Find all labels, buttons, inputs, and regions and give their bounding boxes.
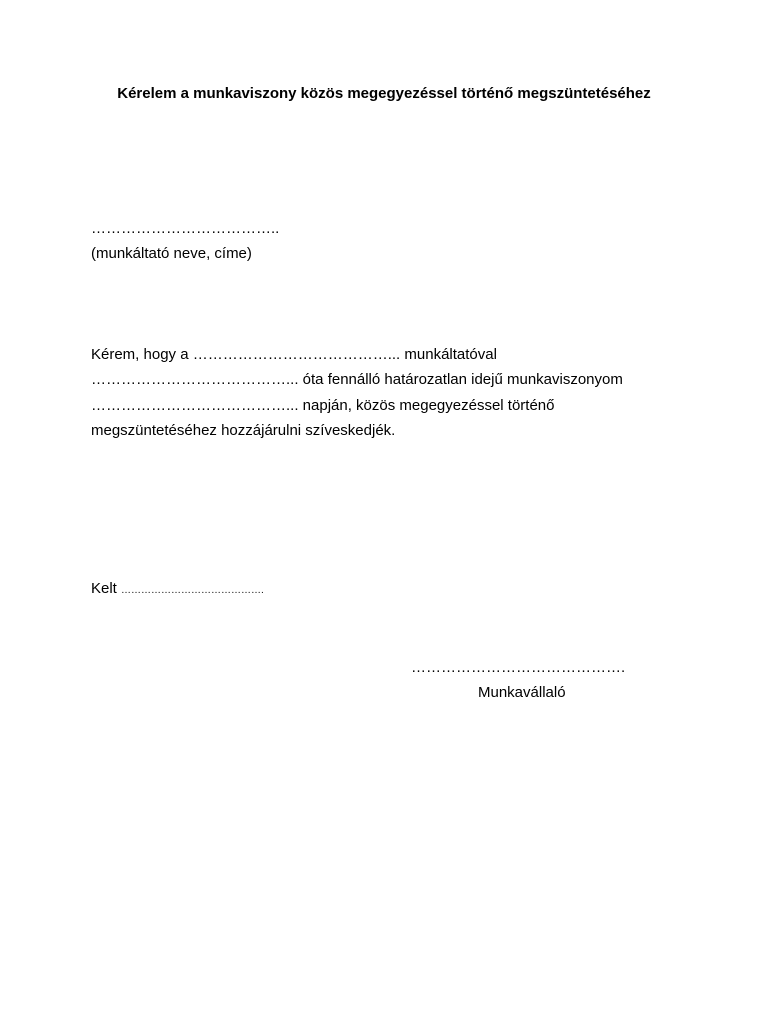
kelt-row xyxy=(91,579,264,601)
kelt-dots: ……………………………………. xyxy=(121,585,264,596)
body-line-1: Kérem, hogy a …………………………………... munkáltatóval xyxy=(91,346,497,363)
signature-label: Munkavállaló xyxy=(478,684,566,701)
document-title: Kérelem a munkaviszony közös megegyezéssel történő megszüntetéséhez xyxy=(117,85,651,102)
kelt-label: Kelt xyxy=(91,580,117,597)
body-line-4: megszüntetéséhez hozzájárulni szíveskedjék. xyxy=(91,422,396,439)
signature-dots: ……………………………………. xyxy=(411,659,626,676)
employer-placeholder-dots: ……………………………….. xyxy=(91,220,280,237)
body-line-2: …………………………………... óta fennálló határozatlan idejű munkaviszonyom xyxy=(91,371,623,388)
body-line-3: …………………………………... napján, közös megegyezéssel történő xyxy=(91,397,555,414)
employer-caption: (munkáltató neve, címe) xyxy=(91,245,252,262)
